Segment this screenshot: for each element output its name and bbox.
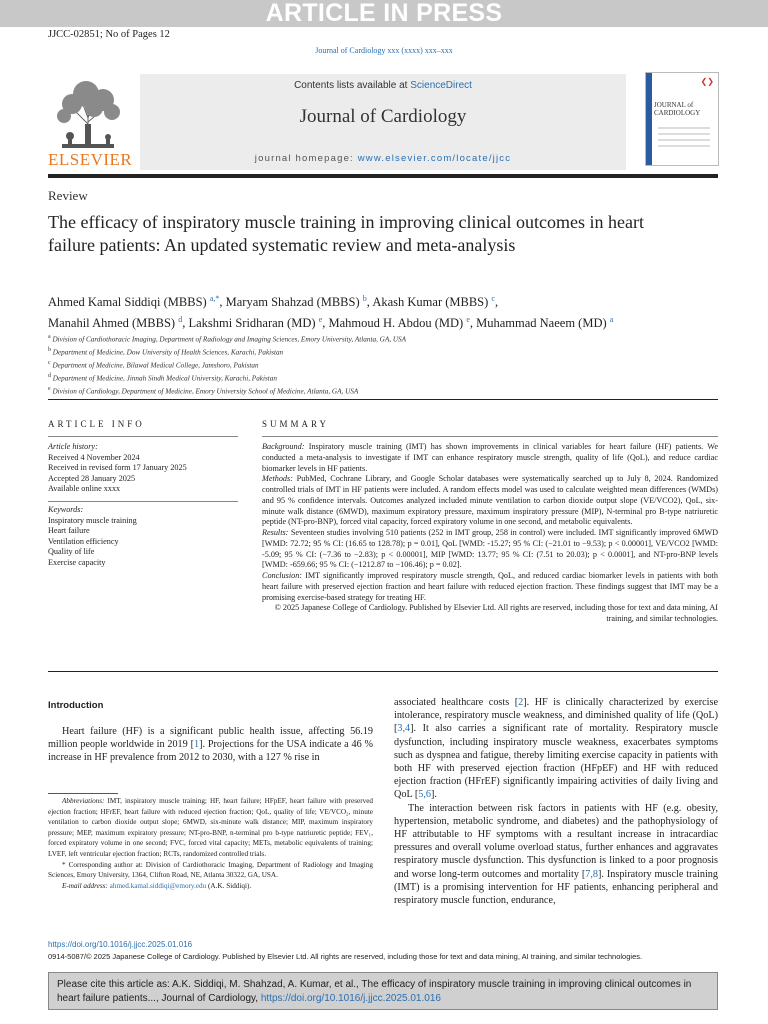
author: Maryam Shahzad (MBBS) $^b$, [225,294,373,310]
footnote-rule [48,793,118,794]
affiliation: $^d$ Department of Medicine, Jinnah Sindh Medical University, Karachi, Pakistan [48,372,277,383]
affiliations [48,332,728,397]
author-affil-link[interactable]: d [178,315,183,325]
manuscript-id: JJCC-02851; No of Pages 12 [48,29,170,40]
running-head[interactable]: Journal of Cardiology xxx (xxxx) xxx–xxx [315,46,453,55]
sciencedirect-link[interactable]: ScienceDirect [410,80,472,91]
author: Mahmoud H. Abdou (MD) $^e$, [328,315,477,331]
article-type: Review [48,188,88,203]
history-item: Accepted 28 January 2025 [48,473,136,483]
history-item: Available online xxxx [48,484,121,494]
author: Muhammad Naeem (MD) $^a$ [476,315,614,331]
abstract-bottom-rule [48,671,718,672]
cite-doi-link[interactable]: https://doi.org/10.1016/j.jjcc.2025.01.016 [260,993,441,1004]
email-footnote: E-mail address: ahmed.kamal.siddiqi@emory.edu (A.K. Siddiqi). [62,881,252,890]
info-rule [48,436,238,437]
intro-paragraph: associated healthcare costs [2]. HF is clinically characterized by exercise intolerance, respiratory muscle weakness, and diminished quality of life (QoL) [3,4]. It also carries a significant rate of mortality. Respiratory muscle dysfunction, including inspiratory muscle weakness, exacerbates symptoms such as dyspnea and fatigue, thereby limiting exercise capacity in patients with both HF with preserved ejection fraction (HFpEF) and HF with reduced ejection fraction (HFrEF) significantly impairing activities of daily living and QoL [5,6]. [394,697,718,801]
cite-this-article-box: Please cite this article as: A.K. Siddiqi, M. Shahzad, A. Kumar, et al., The efficacy of inspiratory muscle training in improving clinical outcomes in heart failure patients..., Journal of Cardiology, https://doi.org/10.1016/j.jjcc.2025.01.016 [48,972,718,1010]
issn-line: 0914-5087/© 2025 Japanese College of Cardiology. Published by Elsevier Ltd. All rights are reserved, including those for text and data mining, AI training, and similar technologies. [48,952,643,961]
author-affil-link[interactable]: c [491,294,495,303]
contents-line: Contents lists available at ScienceDirect [294,80,472,91]
affiliation: $^a$ Division of Cardiothoracic Imaging, Department of Radiology and Imaging Sciences, Emory University, Atlanta, GA, USA [48,334,407,344]
cover-mark: ❮❯ [700,77,714,86]
summary-rule [262,436,718,437]
author-affil-link[interactable]: b [362,294,367,303]
keyword: Inspiratory muscle training [48,515,137,525]
homepage-link[interactable]: www.elsevier.com/locate/jjcc [357,153,512,164]
footnotes [48,796,373,891]
affiliation: $^c$ Department of Medicine, Bilawal Medical College, Jamshoro, Pakistan [48,359,259,370]
keyword: Heart failure [48,526,90,536]
article-info-heading: ARTICLE INFO [48,419,145,429]
email-link[interactable]: ahmed.kamal.siddiqi@emory.edu [109,881,207,890]
affiliation: $^e$ Division of Cardiology, Department of Medicine, Emory University School of Medicine, Atlanta, GA, USA [48,385,359,396]
abbreviations-footnote: Abbreviations: IMT, inspiratory muscle training; HF, heart failure; HFpEF, heart failure with preserved ejection fraction; HFrEF, heart failure with reduced ejection fraction; QoL, quality of life; VE/VCO₂, minute ventilation to carbon dioxide output slope; 6MWD, six-minute walk distance; MIP, maximum inspiratory pressure; MEP, maximum expiratory pressure; NT-pro-BNP, n-terminal pro b-type natriuretic peptide; FEV₁, forced expiratory volume in one second; FVC, forced vital capacity; METs, metabolic equivalents of training; LVEF, left ventricular ejection fraction; RCTs, randomized controlled trials. [48,797,373,858]
history-item: Received 4 November 2024 [48,452,140,462]
citation-link[interactable]: 7,8 [585,868,599,880]
keywords-divider [48,501,238,502]
journal-cover-thumbnail [645,72,719,166]
abstract-conclusion: Conclusion: IMT significantly improved respiratory muscle strength, QoL, and reduced cardiac biomarker levels in patients with both heart failure with preserved ejection fraction and heart failure with reduced ejection fraction. These findings suggest that IMT may be a promising exercise-based strategy for treating HF. [262,571,718,602]
doi-link[interactable]: https://doi.org/10.1016/j.jjcc.2025.01.016 [48,940,193,949]
history-item: Received in revised form 17 January 2025 [48,463,187,473]
affiliation: $^b$ Department of Medicine, Dow University of Health Sciences, Karachi, Pakistan [48,346,284,357]
citation-link[interactable]: 1 [193,739,200,751]
cover-bar [646,73,652,165]
keywords-label: Keywords: [48,504,84,514]
author-list [48,290,728,332]
journal-homepage: journal homepage: www.elsevier.com/locate/jjcc [254,153,512,164]
author: Lakshmi Sridharan (MD) $^e$, [188,315,329,331]
info-top-rule [48,399,718,400]
cover-title: JOURNAL of CARDIOLOGY [654,101,701,117]
author: Ahmed Kamal Siddiqi (MBBS) $^{a,*}$, [48,294,226,310]
history-label: Article history: [48,442,98,451]
citation-link[interactable]: 5,6 [418,789,431,801]
author-affil-link[interactable]: e [466,315,470,325]
journal-header [140,74,626,170]
article-info [48,442,238,569]
citation-link[interactable]: 2 [518,697,524,708]
abstract-results: Results: Seventeen studies involving 510 patients (252 in IMT group, 258 in control) were included. IMT significantly improved 6MWD [WMD: 72.72; 95 % CI: (16.65 to 128.78); p = 0.01], QoL [WMD: -15.27; 95 % CI: (−21.01 to −9.53); p < 0.00001], VE/VCO2 [WMD: -5.09; 95 % CI: (−7.36 to −2.83); p < 0.00001], MIP [WMD: 13.77; 95 % CI: (7.51 to 20.03); p < 0.0001], and NT-pro-BNP levels [WMD: -659.66; 95 % CI: (−1212.87 to −106.46); p = 0.02]. [262,528,718,570]
abstract-background: Background: Inspiratory muscle training (IMT) has shown improvements in clinical variables for heart failure (HF) patients. We conducted a meta-analysis to investigate if IMT can enhance respiratory muscle strength, quality of life (QoL), and reduce cardiac biomarker levels in HF patients. [262,442,718,473]
introduction-heading: Introduction [48,700,104,711]
abstract-methods: Methods: PubMed, Cochrane Library, and Google Scholar databases were systematically searched up to July 8, 2024. Randomized controlled trials of IMT in HF patients were included. A random effects model was used to calculate weighted mean differences (WMDs) and 95 % confidence intervals. Outcomes analyzed included minute ventilation to carbon dioxide output slope (VE/VCO2), QoL, six-minute walk distance (6MWD), maximum expiratory pressure, maximum inspiratory pressure (MIP), N-terminal pro B-type natriuretic peptide (NT-pro-BNP), forced vital capacity, forced expiratory volume in one second, and metabolic equivalents. [262,474,718,527]
journal-title: Journal of Cardiology [299,106,467,127]
keyword: Exercise capacity [48,557,106,567]
citation-link[interactable]: 3,4 [397,723,411,735]
author-affil-link[interactable]: a,* [209,294,220,303]
keyword: Quality of life [48,547,95,557]
article-title: The efficacy of inspiratory muscle training in improving clinical outcomes in heart failure patients: An updated systematic review and meta-analysis [48,212,644,255]
abstract-copyright: © 2025 Japanese College of Cardiology. Published by Elsevier Ltd. All rights are reserved, including those for text and data mining, AI training, and similar technologies. [274,603,718,623]
intro-paragraph-left: Heart failure (HF) is a significant public health issue, affecting 56.19 million people worldwide in 2019 [1]. Projections for the USA indicate a 46 % increase in HF prevalence from 2012 to 2030, with a 127 % rise in [48,726,373,764]
author-affil-link[interactable]: e [318,315,323,325]
author-affil-link[interactable]: a [609,315,614,325]
abstract [262,442,718,625]
author: Akash Kumar (MBBS) $^c$, [372,294,499,310]
author: Manahil Ahmed (MBBS) $^d$, [48,315,189,331]
cover-decoration [658,123,710,151]
corresponding-author-footnote: * Corresponding author at: Division of Cardiothoracic Imaging, Department of Radiology and Imaging Sciences, Emory University, 1364, Clifton Road, NE, Atlanta 30322, GA, USA. [48,860,373,880]
header-rule [48,174,718,178]
elsevier-wordmark: ELSEVIER [48,150,133,169]
keyword: Ventilation efficiency [48,536,119,546]
summary-heading: SUMMARY [262,419,330,429]
intro-paragraph: The interaction between risk factors in patients with HF (e.g. obesity, hypertension, metabolic syndrome, and diabetes) and the pathophysiology of HF attributable to HF symptoms with a resultant increase in intracardiac pressures and overall volume overload status, further enhances and aggravates respiratory muscle dysfunction. This dysfunction is linked to a poor prognosis and worse long-term outcomes and mortality [7,8]. Inspiratory muscle training (IMT) is a promising intervention for HF patients, enhancing peripheral and respiratory muscle function, endurance, [394,802,718,907]
intro-column-right [394,696,718,907]
article-in-press-banner: ARTICLE IN PRESS [0,0,768,27]
